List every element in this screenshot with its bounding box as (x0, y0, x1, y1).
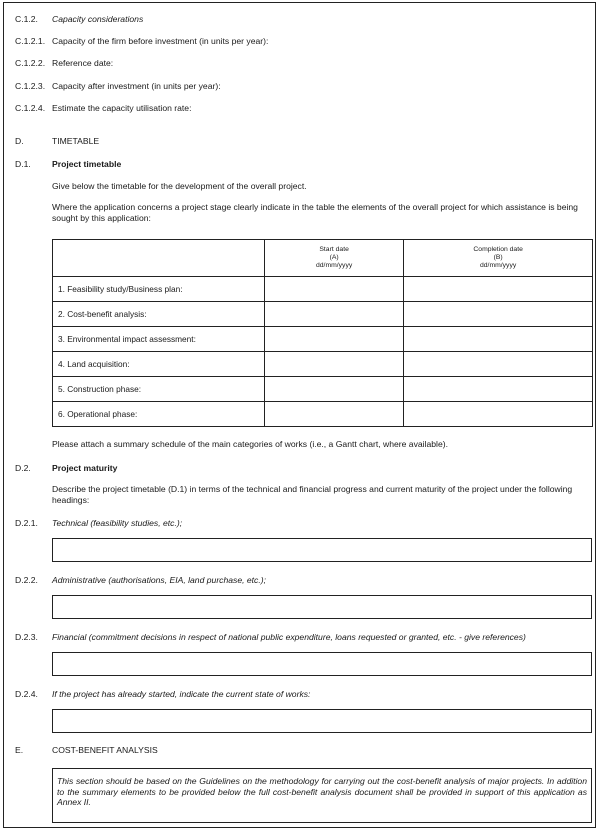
start-date-cell[interactable] (265, 377, 404, 402)
completion-date-cell[interactable] (404, 277, 593, 302)
financial-field[interactable] (52, 652, 592, 676)
table-header-row (53, 240, 593, 277)
header-line: dd/mm/yyyy (316, 262, 353, 270)
section-number: C.1.2. (15, 14, 38, 24)
section-title: Project maturity (52, 463, 118, 473)
completion-date-cell[interactable] (404, 352, 593, 377)
section-number: D. (15, 136, 24, 146)
timetable-table (52, 239, 593, 427)
section-title: Capacity considerations (52, 14, 144, 24)
section-number: D.1. (15, 159, 31, 169)
page-frame (3, 2, 596, 828)
cost-benefit-note-box: This section should be based on the Guidelines on the methodology for carrying out the cost-benefit analysis of major projects. In addition to the summary elements to be provided below the full cost-benefit analysis document shall be provided in support of this application as Annex II. (52, 768, 592, 823)
table-row (53, 277, 593, 302)
completion-date-cell[interactable] (404, 327, 593, 352)
utilisation-rate-label: Estimate the capacity utilisation rate: (52, 103, 192, 113)
table-row (53, 377, 593, 402)
completion-date-cell[interactable] (404, 377, 593, 402)
section-number: D.2. (15, 463, 31, 473)
header-line: dd/mm/yyyy (480, 262, 517, 270)
row-label: 3. Environmental impact assessment: (53, 327, 265, 352)
item-number: D.2.3. (15, 632, 38, 642)
section-title: TIMETABLE (52, 136, 100, 146)
completion-date-header (404, 240, 593, 277)
start-date-cell[interactable] (265, 402, 404, 427)
item-number: C.1.2.1. (15, 36, 46, 46)
start-date-header (265, 240, 404, 277)
item-number: D.2.1. (15, 518, 38, 528)
row-label: 6. Operational phase: (53, 402, 265, 427)
completion-date-cell[interactable] (404, 402, 593, 427)
capacity-before-label: Capacity of the firm before investment (in units per year): (52, 36, 269, 46)
start-date-cell[interactable] (265, 352, 404, 377)
section-title: Project timetable (52, 159, 122, 169)
item-number: D.2.2. (15, 575, 38, 585)
table-header-cell (53, 240, 265, 277)
table-row (53, 352, 593, 377)
row-label: 5. Construction phase: (53, 377, 265, 402)
item-number: D.2.4. (15, 689, 38, 699)
section-title: COST-BENEFIT ANALYSIS (52, 745, 158, 755)
technical-label: Technical (feasibility studies, etc.); (52, 518, 183, 528)
header-line: (A) (329, 253, 339, 261)
section-number: E. (15, 745, 24, 755)
start-date-cell[interactable] (265, 277, 404, 302)
row-label: 2. Cost-benefit analysis: (53, 302, 265, 327)
row-label: 1. Feasibility study/Business plan: (53, 277, 265, 302)
item-number: C.1.2.3. (15, 81, 46, 91)
start-date-cell[interactable] (265, 302, 404, 327)
paragraph: Describe the project timetable (D.1) in terms of the technical and financial progress and current maturity of the project under the following headings: (52, 484, 573, 506)
header-line: (B) (493, 253, 503, 261)
table-row (53, 327, 593, 352)
table-row (53, 402, 593, 427)
item-number: C.1.2.2. (15, 58, 46, 68)
row-label: 4. Land acquisition: (53, 352, 265, 377)
works-state-field[interactable] (52, 709, 592, 733)
administrative-field[interactable] (52, 595, 592, 619)
financial-label: Financial (commitment decisions in respect of national public expenditure, loans requested or granted, etc. - give references) (52, 632, 526, 642)
capacity-after-label: Capacity after investment (in units per year): (52, 81, 221, 91)
start-date-cell[interactable] (265, 327, 404, 352)
paragraph: Where the application concerns a project stage clearly indicate in the table the elements of the overall project for which assistance is being sought by this application: (52, 202, 578, 224)
paragraph: Give below the timetable for the development of the overall project. (52, 181, 307, 191)
completion-date-cell[interactable] (404, 302, 593, 327)
reference-date-label: Reference date: (52, 58, 114, 68)
works-state-label: If the project has already started, indicate the current state of works: (52, 689, 311, 699)
paragraph: Please attach a summary schedule of the main categories of works (i.e., a Gantt chart, where available). (52, 439, 448, 449)
table-row (53, 302, 593, 327)
header-line: Start date (319, 245, 349, 253)
technical-field[interactable] (52, 538, 592, 562)
header-line: Completion date (473, 245, 523, 253)
administrative-label: Administrative (authorisations, EIA, land purchase, etc.); (52, 575, 266, 585)
item-number: C.1.2.4. (15, 103, 46, 113)
